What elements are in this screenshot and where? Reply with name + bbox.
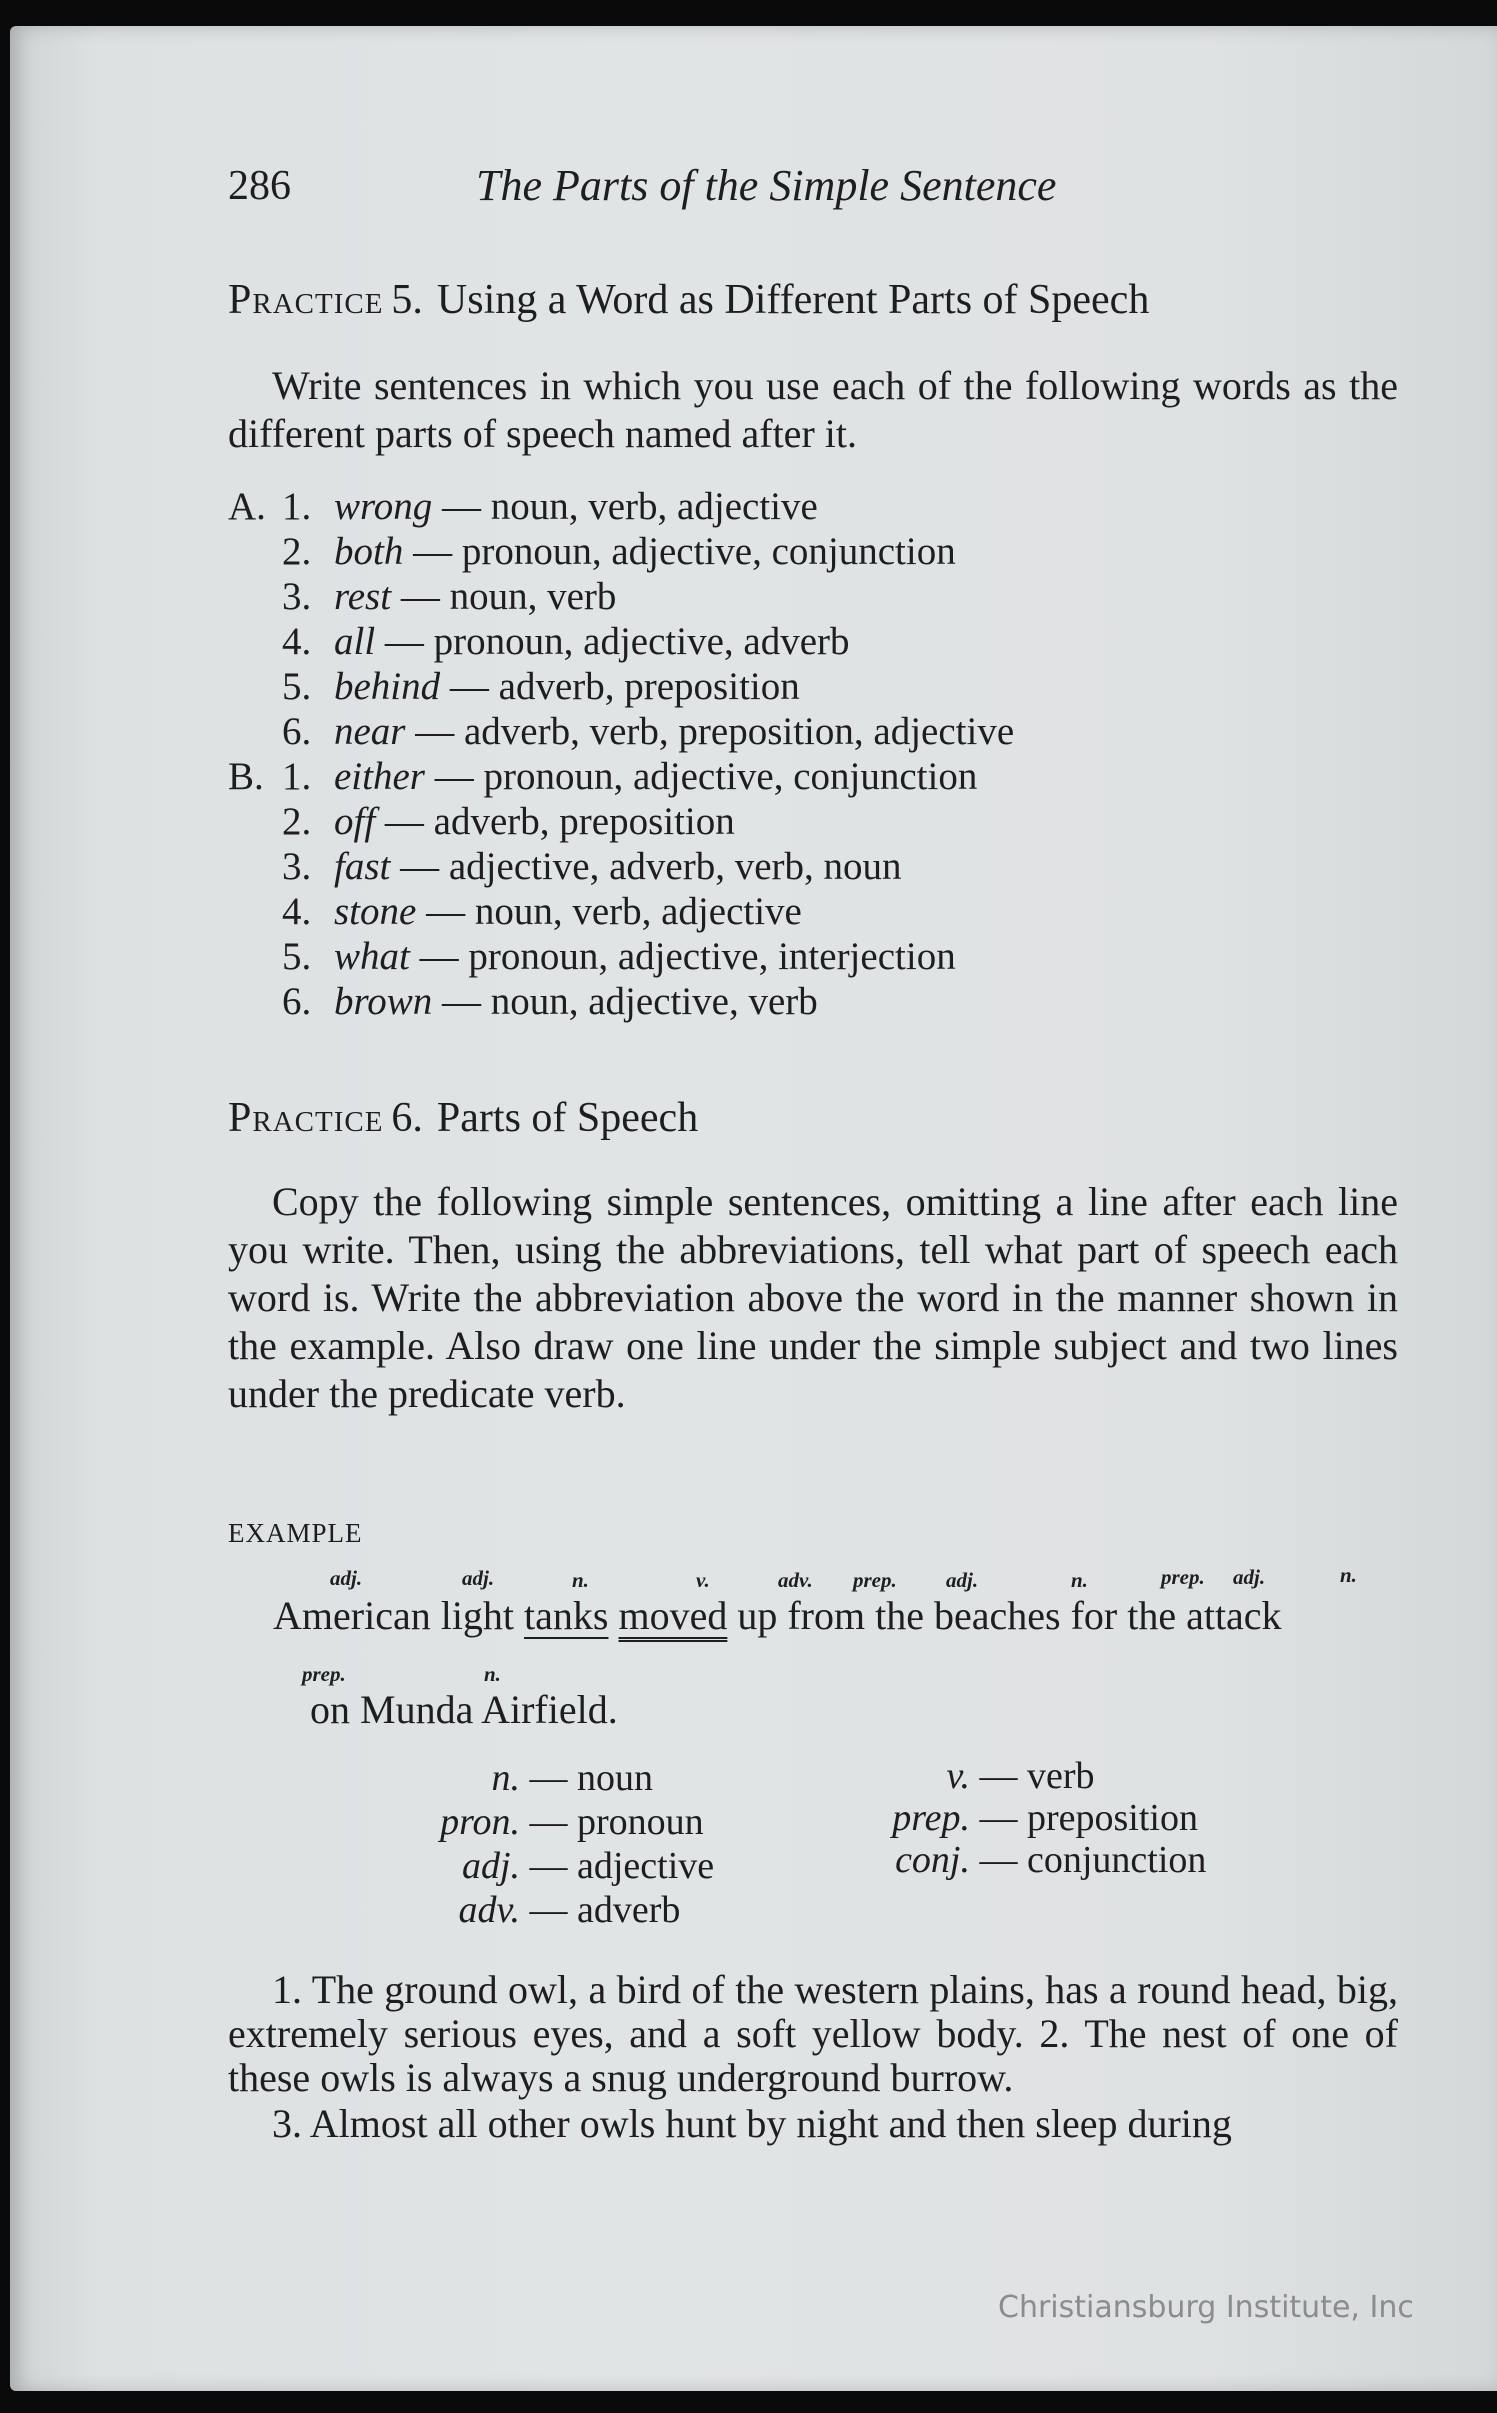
list-item: 5. behind — adverb, preposition <box>282 665 800 708</box>
list-item: 4. all — pronoun, adjective, adverb <box>282 620 850 663</box>
abbr-annotation: n. <box>572 1568 589 1592</box>
practice6-label: Practice <box>228 1095 384 1141</box>
practice6-instructions: Copy the following simple sentences, omitting a line after each line you write. Then, using the abbreviations, tell what part of speech each word is. Write the abbreviation above the word in the manner shown in the example. Also draw one line under the simple subject and two lines under the predicate verb. <box>228 1179 1398 1416</box>
practice6-number: 6. <box>391 1095 423 1141</box>
practice5-heading <box>228 276 1149 324</box>
abbr-annotation: adv. <box>778 1568 813 1592</box>
key-entry: adv. — adverb <box>458 1889 681 1931</box>
running-title: The Parts of the Simple Sentence <box>476 161 1057 210</box>
practice5-number: 5. <box>391 277 423 323</box>
abbr-annotation: n. <box>1340 1563 1357 1587</box>
abbr-annotation: adj. <box>330 1566 363 1590</box>
exercise-text-continued: 3. Almost all other owls hunt by night and then sleep during <box>272 2101 1232 2146</box>
key-entry: adj. — adjective <box>461 1845 715 1887</box>
watermark: Christiansburg Institute, Inc <box>998 2290 1414 2325</box>
abbr-annotation: prep. <box>853 1568 897 1592</box>
practice5-instructions: Write sentences in which you use each of the following words as the different parts of speech named after it. <box>228 363 1398 456</box>
abbr-annotation: adj. <box>946 1568 979 1592</box>
practice5-title: Using a Word as Different Parts of Speech <box>436 277 1150 323</box>
abbr-annotation: prep. <box>302 1662 346 1686</box>
example-sentence-line-1: American light tanks moved up from the beaches for the attack <box>273 1593 1282 1638</box>
abbr-annotation: adj. <box>462 1566 495 1590</box>
list-item: 3. fast — adjective, adverb, verb, noun <box>282 845 902 888</box>
list-item: 6. near — adverb, verb, preposition, adjective <box>282 710 1015 753</box>
abbr-annotation: n. <box>1071 1568 1088 1592</box>
page-number: 286 <box>228 163 291 209</box>
predicate-verb: moved <box>618 1593 728 1638</box>
list-item: 2. both — pronoun, adjective, conjunction <box>282 530 956 573</box>
practice6-title: Parts of Speech <box>436 1095 699 1141</box>
abbr-annotation: adj. <box>1233 1565 1266 1589</box>
list-item: 3. rest — noun, verb <box>282 575 617 618</box>
key-entry: pron. — pronoun <box>440 1801 704 1843</box>
key-entry: conj. — conjunction <box>895 1839 1207 1881</box>
list-item: B. 1. either — pronoun, adjective, conjunction <box>228 755 978 798</box>
list-item: A. 1. wrong — noun, verb, adjective <box>228 485 818 528</box>
abbr-annotation: prep. <box>1161 1565 1205 1589</box>
list-item: 4. stone — noun, verb, adjective <box>282 890 802 933</box>
simple-subject: tanks <box>524 1593 609 1638</box>
exercise-text: 1. The ground owl, a bird of the western plains, has a round head, big, extremely serious eyes, and a soft yellow body. 2. The nest of one of these owls is always a snug underground burrow. <box>228 1967 1398 2100</box>
list-item: 2. off — adverb, preposition <box>282 800 735 843</box>
list-item: 5. what — pronoun, adjective, interjection <box>282 935 956 978</box>
key-entry: prep. — preposition <box>892 1797 1198 1839</box>
practice6-heading <box>228 1094 698 1142</box>
example-sentence-line-2: on Munda Airfield. <box>310 1687 618 1732</box>
abbr-annotation: v. <box>696 1568 710 1592</box>
key-entry: v. — verb <box>946 1755 1095 1797</box>
practice5-label: Practice <box>228 277 384 323</box>
key-entry: n. — noun <box>491 1757 653 1799</box>
abbr-annotation: n. <box>484 1662 501 1686</box>
example-label: EXAMPLE <box>228 1518 363 1548</box>
list-item: 6. brown — noun, adjective, verb <box>282 980 818 1023</box>
